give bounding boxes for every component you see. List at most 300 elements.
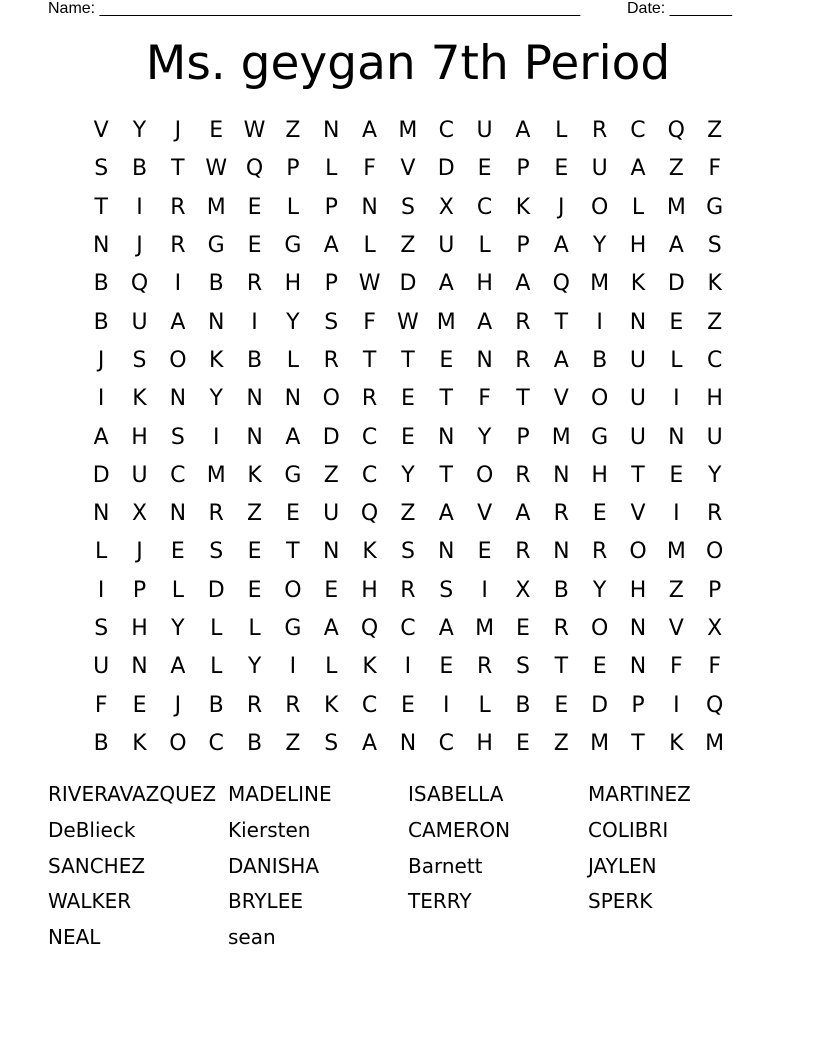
- grid-letter: H: [476, 271, 493, 297]
- grid-letter: R: [591, 118, 608, 144]
- grid-letter: C: [170, 462, 186, 488]
- grid-letter: L: [670, 347, 683, 373]
- grid-letter: A: [323, 233, 339, 259]
- grid-letter: C: [361, 692, 378, 718]
- grid-letter: G: [706, 194, 724, 220]
- grid-letter: Y: [286, 309, 300, 335]
- grid-letter: E: [285, 501, 300, 527]
- grid-letter: S: [439, 577, 454, 603]
- grid-letter: E: [516, 616, 530, 641]
- grid-row: [82, 303, 734, 341]
- grid-letter: G: [284, 233, 302, 259]
- grid-letter: X: [707, 616, 723, 641]
- grid-letter: B: [93, 309, 109, 335]
- grid-letter: N: [629, 309, 647, 335]
- grid-letter: U: [629, 386, 647, 412]
- grid-letter: E: [477, 156, 492, 182]
- grid-letter: H: [131, 616, 148, 641]
- grid-letter: W: [358, 271, 381, 297]
- grid-row: [82, 227, 734, 265]
- grid-letter: M: [666, 539, 686, 565]
- grid-row: [82, 342, 734, 380]
- grid-letter: B: [553, 577, 569, 603]
- grid-letter: D: [667, 271, 685, 297]
- grid-letter: E: [669, 309, 684, 335]
- page-title: Ms. geygan 7th Period: [145, 36, 671, 91]
- grid-letter: S: [94, 616, 109, 641]
- word-list-item: MARTINEZ: [588, 782, 691, 806]
- grid-letter: P: [516, 233, 530, 259]
- grid-letter: S: [515, 654, 530, 680]
- grid-letter: M: [206, 462, 226, 488]
- grid-letter: C: [361, 462, 378, 488]
- grid-letter: J: [97, 347, 105, 373]
- grid-letter: O: [284, 577, 302, 603]
- grid-letter: M: [666, 194, 686, 220]
- grid-letter: A: [362, 730, 378, 756]
- grid-letter: O: [590, 386, 609, 412]
- grid-letter: N: [476, 347, 493, 373]
- grid-letter: K: [208, 347, 224, 373]
- grid-letter: Y: [592, 577, 607, 603]
- grid-letter: E: [324, 577, 339, 603]
- grid-letter: T: [362, 347, 377, 373]
- grid-letter: S: [132, 347, 147, 373]
- grid-letter: I: [481, 577, 488, 603]
- grid-letter: O: [590, 194, 609, 220]
- grid-letter: U: [706, 424, 723, 450]
- grid-letter: O: [629, 539, 647, 565]
- grid-letter: R: [246, 271, 263, 297]
- grid-letter: S: [170, 424, 185, 450]
- grid-letter: M: [590, 730, 610, 756]
- grid-letter: E: [247, 194, 262, 220]
- grid-letter: H: [629, 233, 647, 259]
- grid-letter: A: [515, 118, 531, 144]
- grid-letter: Z: [707, 118, 723, 144]
- grid-letter: N: [629, 654, 647, 680]
- grid-letter: A: [170, 654, 186, 680]
- grid-row: [82, 189, 734, 227]
- grid-letter: K: [132, 730, 147, 756]
- grid-letter: R: [285, 692, 301, 718]
- grid-letter: E: [554, 156, 569, 182]
- grid-row: [82, 572, 734, 610]
- grid-letter: N: [361, 194, 378, 220]
- grid-letter: L: [478, 692, 491, 718]
- grid-letter: R: [323, 347, 339, 373]
- word-list-item: WALKER: [48, 889, 132, 914]
- grid-letter: N: [668, 424, 685, 450]
- grid-letter: J: [136, 539, 143, 565]
- grid-letter: C: [438, 730, 454, 756]
- grid-letter: Z: [285, 730, 301, 756]
- grid-letter: R: [707, 501, 723, 527]
- grid-letter: O: [169, 730, 187, 756]
- word-list-item: CAMERON: [408, 817, 511, 842]
- grid-letter: N: [438, 424, 455, 450]
- grid-letter: R: [515, 309, 531, 335]
- grid-letter: P: [631, 692, 645, 718]
- grid-letter: R: [476, 654, 493, 680]
- grid-letter: A: [515, 501, 531, 527]
- grid-letter: L: [210, 654, 223, 680]
- grid-letter: U: [131, 309, 148, 335]
- grid-letter: Q: [360, 501, 379, 527]
- grid-letter: D: [92, 462, 110, 488]
- grid-letter: V: [477, 501, 493, 527]
- grid-letter: T: [171, 156, 185, 182]
- grid-letter: K: [630, 271, 646, 297]
- grid-row: [82, 725, 734, 763]
- grid-letter: R: [591, 539, 608, 565]
- grid-letter: B: [592, 347, 608, 373]
- grid-letter: Y: [171, 616, 185, 641]
- grid-letter: K: [362, 539, 377, 565]
- grid-letter: R: [553, 501, 569, 527]
- grid-letter: G: [284, 616, 302, 641]
- grid-row: [82, 533, 734, 571]
- grid-letter: N: [92, 501, 110, 527]
- grid-letter: Z: [400, 233, 416, 259]
- grid-letter: S: [324, 730, 339, 756]
- grid-row: [82, 686, 734, 724]
- grid-letter: T: [516, 386, 530, 412]
- grid-letter: C: [361, 424, 378, 450]
- grid-letter: L: [248, 616, 261, 641]
- grid-letter: T: [554, 654, 569, 680]
- grid-letter: I: [97, 386, 105, 412]
- grid-letter: Z: [247, 501, 263, 527]
- grid-letter: I: [136, 194, 143, 220]
- grid-letter: B: [93, 271, 109, 297]
- grid-letter: N: [284, 386, 302, 412]
- grid-letter: R: [400, 577, 416, 603]
- word-list-item: TERRY: [408, 889, 472, 914]
- grid-letter: X: [438, 194, 454, 220]
- grid-letter: L: [631, 194, 645, 220]
- grid-letter: I: [212, 424, 220, 450]
- grid-letter: K: [132, 386, 147, 412]
- grid-letter: S: [400, 539, 415, 565]
- grid-letter: B: [208, 271, 224, 297]
- grid-letter: Z: [707, 309, 723, 335]
- grid-letter: I: [404, 654, 412, 680]
- grid-letter: L: [95, 539, 108, 565]
- grid-letter: P: [286, 156, 300, 182]
- grid-letter: R: [208, 501, 224, 527]
- word-list-item: Barnett: [408, 853, 483, 878]
- grid-letter: I: [596, 309, 603, 335]
- grid-letter: J: [558, 194, 565, 220]
- grid-letter: M: [590, 271, 610, 297]
- grid-letter: T: [439, 386, 453, 412]
- grid-row: [82, 457, 734, 495]
- grid-letter: G: [591, 424, 609, 450]
- grid-letter: N: [246, 386, 263, 412]
- grid-letter: R: [553, 616, 569, 641]
- grid-letter: C: [706, 347, 723, 373]
- grid-letter: A: [553, 347, 569, 373]
- grid-letter: F: [478, 386, 491, 412]
- grid-letter: M: [436, 309, 456, 335]
- grid-letter: S: [209, 539, 224, 565]
- grid-letter: Y: [247, 654, 262, 680]
- grid-letter: B: [208, 692, 224, 718]
- grid-letter: N: [629, 616, 647, 641]
- grid-letter: R: [170, 233, 186, 259]
- grid-letter: P: [324, 194, 338, 220]
- grid-letter: M: [206, 194, 226, 220]
- grid-letter: T: [94, 194, 108, 220]
- grid-letter: U: [323, 501, 340, 527]
- word-list-item: JAYLEN: [588, 853, 657, 878]
- grid-letter: F: [363, 309, 376, 335]
- letter-grid: [82, 112, 734, 763]
- grid-letter: E: [592, 654, 607, 680]
- grid-letter: U: [591, 156, 608, 182]
- grid-letter: E: [439, 654, 454, 680]
- grid-letter: A: [438, 616, 454, 641]
- grid-letter: H: [706, 386, 723, 412]
- grid-letter: H: [476, 730, 493, 756]
- grid-letter: L: [286, 347, 300, 373]
- grid-letter: U: [629, 347, 647, 373]
- grid-letter: K: [669, 730, 684, 756]
- grid-letter: T: [631, 730, 645, 756]
- grid-letter: W: [397, 309, 419, 335]
- grid-letter: R: [246, 692, 263, 718]
- grid-letter: B: [247, 347, 263, 373]
- grid-letter: S: [324, 309, 339, 335]
- grid-letter: A: [93, 424, 109, 450]
- grid-letter: C: [438, 118, 454, 144]
- grid-letter: Y: [401, 462, 415, 488]
- grid-letter: K: [707, 271, 722, 297]
- grid-letter: K: [247, 462, 262, 488]
- grid-letter: D: [322, 424, 340, 450]
- grid-letter: J: [136, 233, 143, 259]
- grid-letter: T: [401, 347, 415, 373]
- grid-letter: T: [631, 462, 645, 488]
- word-list-item: DANISHA: [228, 853, 320, 878]
- grid-letter: N: [131, 654, 148, 680]
- grid-letter: L: [325, 654, 338, 680]
- grid-letter: I: [673, 386, 680, 412]
- grid-letter: Y: [132, 118, 147, 144]
- grid-letter: T: [286, 539, 300, 565]
- grid-letter: K: [362, 654, 377, 680]
- grid-letter: R: [515, 539, 531, 565]
- grid-letter: H: [629, 577, 647, 603]
- grid-letter: Z: [323, 462, 339, 488]
- grid-letter: H: [361, 577, 378, 603]
- grid-letter: E: [477, 539, 492, 565]
- grid-row: [82, 495, 734, 533]
- word-list-item: SPERK: [588, 889, 653, 914]
- grid-letter: U: [93, 654, 110, 680]
- word-list-item: Kiersten: [228, 817, 311, 842]
- grid-row: [82, 265, 734, 303]
- grid-letter: J: [174, 118, 182, 144]
- word-list-item: BRYLEE: [228, 889, 303, 914]
- grid-letter: S: [400, 194, 415, 220]
- grid-letter: W: [205, 156, 228, 182]
- grid-letter: A: [438, 501, 454, 527]
- grid-letter: A: [170, 309, 186, 335]
- grid-letter: Z: [668, 156, 684, 182]
- word-list-item: RIVERAVAZQUEZ: [48, 782, 217, 806]
- grid-letter: D: [437, 156, 455, 182]
- grid-letter: Y: [477, 424, 492, 450]
- grid-letter: N: [553, 539, 570, 565]
- grid-letter: Y: [592, 233, 607, 259]
- grid-letter: Q: [667, 118, 685, 144]
- grid-letter: L: [210, 616, 223, 641]
- grid-letter: R: [515, 347, 531, 373]
- grid-letter: V: [630, 501, 646, 527]
- grid-letter: K: [515, 194, 531, 220]
- grid-letter: A: [477, 309, 493, 335]
- grid-letter: N: [169, 501, 187, 527]
- grid-letter: L: [325, 156, 338, 182]
- grid-letter: V: [553, 386, 569, 412]
- grid-letter: M: [398, 118, 418, 144]
- grid-letter: V: [400, 156, 416, 182]
- grid-letter: Q: [706, 692, 724, 718]
- grid-letter: L: [363, 233, 376, 259]
- grid-letter: B: [247, 730, 263, 756]
- grid-letter: U: [476, 118, 493, 144]
- word-list-item: MADELINE: [228, 782, 332, 806]
- grid-letter: S: [707, 233, 722, 259]
- grid-letter: B: [93, 730, 109, 756]
- grid-letter: H: [284, 271, 302, 297]
- grid-letter: J: [174, 692, 182, 718]
- grid-letter: U: [131, 462, 148, 488]
- grid-letter: V: [93, 118, 109, 144]
- grid-letter: O: [475, 462, 494, 488]
- grid-letter: H: [591, 462, 608, 488]
- grid-letter: N: [323, 118, 340, 144]
- grid-letter: Y: [209, 386, 223, 412]
- grid-letter: F: [363, 156, 376, 182]
- grid-row: [82, 112, 734, 150]
- grid-row: [82, 610, 734, 648]
- grid-letter: E: [669, 462, 684, 488]
- grid-letter: I: [673, 501, 680, 527]
- grid-letter: E: [247, 577, 262, 603]
- grid-letter: E: [132, 692, 147, 718]
- grid-letter: I: [174, 271, 182, 297]
- grid-letter: Q: [552, 271, 570, 297]
- grid-letter: W: [243, 118, 266, 144]
- word-list-item: COLIBRI: [588, 817, 669, 842]
- grid-letter: S: [94, 156, 109, 182]
- grid-letter: N: [169, 386, 187, 412]
- grid-letter: G: [207, 233, 225, 259]
- grid-letter: C: [476, 194, 493, 220]
- grid-letter: H: [131, 424, 148, 450]
- grid-letter: O: [706, 539, 724, 565]
- grid-letter: Z: [400, 501, 416, 527]
- grid-letter: E: [170, 539, 185, 565]
- grid-letter: R: [170, 194, 186, 220]
- grid-letter: E: [209, 118, 224, 144]
- grid-letter: L: [171, 577, 184, 603]
- grid-letter: A: [668, 233, 684, 259]
- grid-letter: A: [285, 424, 301, 450]
- word-list-item: SANCHEZ: [48, 853, 146, 878]
- grid-letter: N: [553, 462, 570, 488]
- grid-letter: O: [169, 347, 187, 373]
- grid-letter: L: [286, 194, 300, 220]
- grid-letter: O: [590, 616, 609, 641]
- grid-letter: F: [94, 692, 108, 718]
- grid-letter: B: [515, 692, 531, 718]
- word-list-item: sean: [228, 925, 276, 950]
- grid-letter: P: [708, 577, 722, 603]
- grid-letter: I: [97, 577, 105, 603]
- grid-letter: E: [400, 692, 415, 718]
- grid-letter: O: [322, 386, 340, 412]
- grid-letter: P: [132, 577, 147, 603]
- grid-letter: C: [400, 616, 416, 641]
- word-list-item: DeBlieck: [48, 817, 136, 842]
- grid-letter: Z: [285, 118, 301, 144]
- grid-letter: G: [284, 462, 302, 488]
- grid-letter: I: [673, 692, 680, 718]
- grid-letter: D: [591, 692, 609, 718]
- grid-letter: F: [670, 654, 683, 680]
- grid-letter: E: [400, 424, 415, 450]
- grid-letter: N: [92, 233, 110, 259]
- grid-letter: F: [708, 156, 721, 182]
- grid-letter: R: [515, 462, 531, 488]
- grid-letter: Q: [245, 156, 264, 182]
- grid-letter: V: [668, 616, 684, 641]
- grid-letter: L: [478, 233, 491, 259]
- date-field-line: Date: _______: [627, 0, 732, 17]
- grid-letter: Z: [668, 577, 684, 603]
- grid-letter: A: [323, 616, 339, 641]
- grid-letter: T: [554, 309, 569, 335]
- grid-letter: Q: [130, 271, 149, 297]
- grid-letter: M: [705, 730, 725, 756]
- grid-letter: I: [443, 692, 450, 718]
- grid-letter: C: [208, 730, 224, 756]
- grid-letter: A: [553, 233, 569, 259]
- grid-letter: Z: [553, 730, 569, 756]
- grid-letter: X: [515, 577, 531, 603]
- word-list-item: ISABELLA: [408, 782, 504, 806]
- grid-letter: D: [399, 271, 417, 297]
- grid-letter: M: [475, 616, 495, 641]
- grid-letter: P: [324, 271, 338, 297]
- grid-letter: A: [362, 118, 378, 144]
- grid-letter: N: [399, 730, 417, 756]
- name-field-line: Name: ______________________________________________________: [48, 0, 581, 17]
- grid-letter: E: [247, 539, 262, 565]
- grid-letter: U: [438, 233, 455, 259]
- grid-letter: T: [439, 462, 453, 488]
- grid-letter: A: [630, 156, 646, 182]
- grid-row: [82, 418, 734, 456]
- grid-letter: R: [361, 386, 378, 412]
- grid-letter: D: [207, 577, 225, 603]
- grid-letter: C: [630, 118, 646, 144]
- grid-letter: L: [555, 118, 568, 144]
